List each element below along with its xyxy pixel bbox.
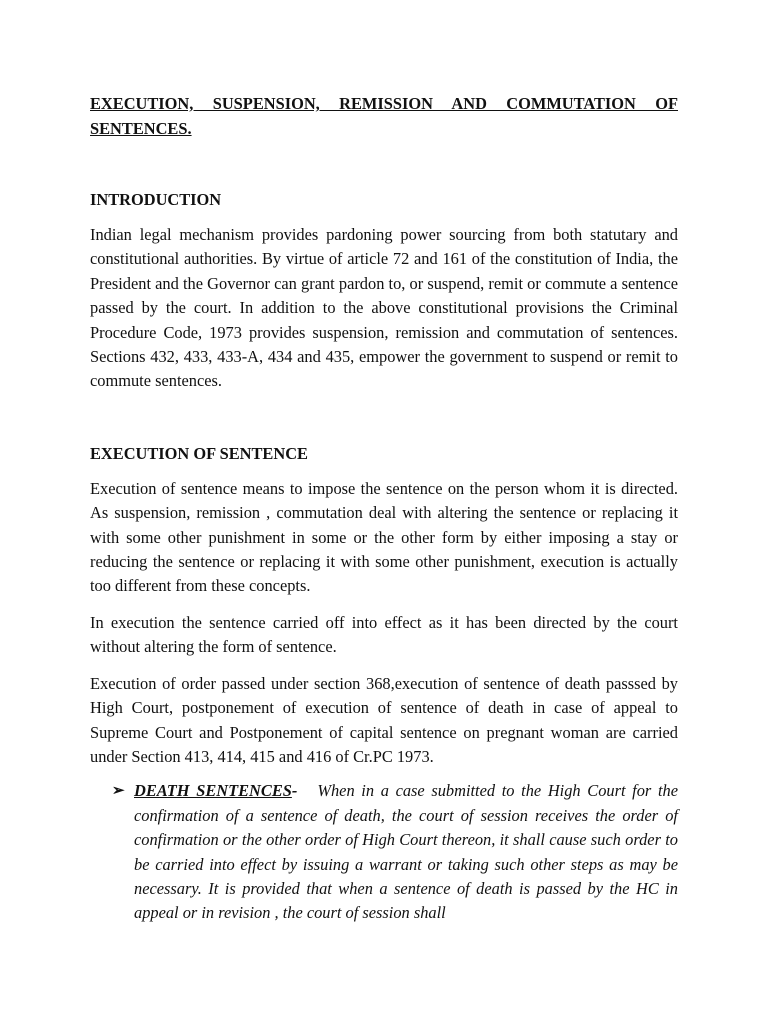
- paragraph-execution-2: In execution the sentence carried off into effect as it has been directed by the court without altering the form of sentence.: [90, 612, 678, 657]
- spacer: [90, 769, 678, 779]
- paragraph-introduction: Indian legal mechanism provides pardoning power sourcing from both statutary and constitutional authorities. By virtue of article 72 and 161 of the constitution of India, the President and the Governor can grant pardon to, or suspend, remit or commute a sentence passed by the court. In addition to the above constitutional provisions the Criminal Procedure Code, 1973 provides suspension, remission and commutation of sentences. Sections 432, 433, 433-A, 434 and 435, empower the government to suspend or remit to commute sentences.: [90, 225, 678, 391]
- section-heading-execution: EXECUTION OF SENTENCE: [90, 443, 308, 463]
- document-title: EXECUTION, SUSPENSION, REMISSION AND COMMUTATION OF SENTENCES.: [90, 94, 678, 138]
- spacer: [90, 141, 678, 188]
- paragraph-execution-1: Execution of sentence means to impose the sentence on the person whom it is directed. As suspension, remission , commutation deal with altering the sentence or replacing it with some other punishment in some or the other form by either imposing a stay or reducing the sentence or replacing it with some other punishment, execution is actually too different from these concepts.: [90, 478, 678, 596]
- arrow-bullet-icon: ➢: [112, 783, 125, 800]
- bullet-heading: DEATH SENTENCES: [134, 781, 292, 801]
- document-page: [90, 92, 678, 926]
- bullet-dash: -: [291, 781, 298, 801]
- paragraph-execution-3: Execution of order passed under section 368,execution of sentence of death passsed by High Court, postponement of execution of sentence of death in case of appeal to Supreme Court and Postponement of capital sentence on pregnant woman are carried under Section 413, 414, 415 and 416 of Cr.PC 1973.: [90, 673, 678, 766]
- spacer: [90, 599, 678, 611]
- spacer: [90, 466, 678, 477]
- section-heading-introduction: INTRODUCTION: [90, 190, 222, 209]
- spacer: [90, 660, 678, 672]
- spacer: [90, 394, 678, 442]
- bullet-text: When in a case submitted to the High Court for the confirmation of a sentence of death, the court of session receives the order of confirmation or the other order of High Court thereon, it shall cause such order to be carried into effect by issuing a warrant or taking such other steps as may be necessary. It is provided that when a sentence of death is passed by the HC in appeal or in revision , the court of session shall: [134, 781, 678, 923]
- bullet-death-sentences: [112, 779, 678, 925]
- spacer: [90, 212, 678, 223]
